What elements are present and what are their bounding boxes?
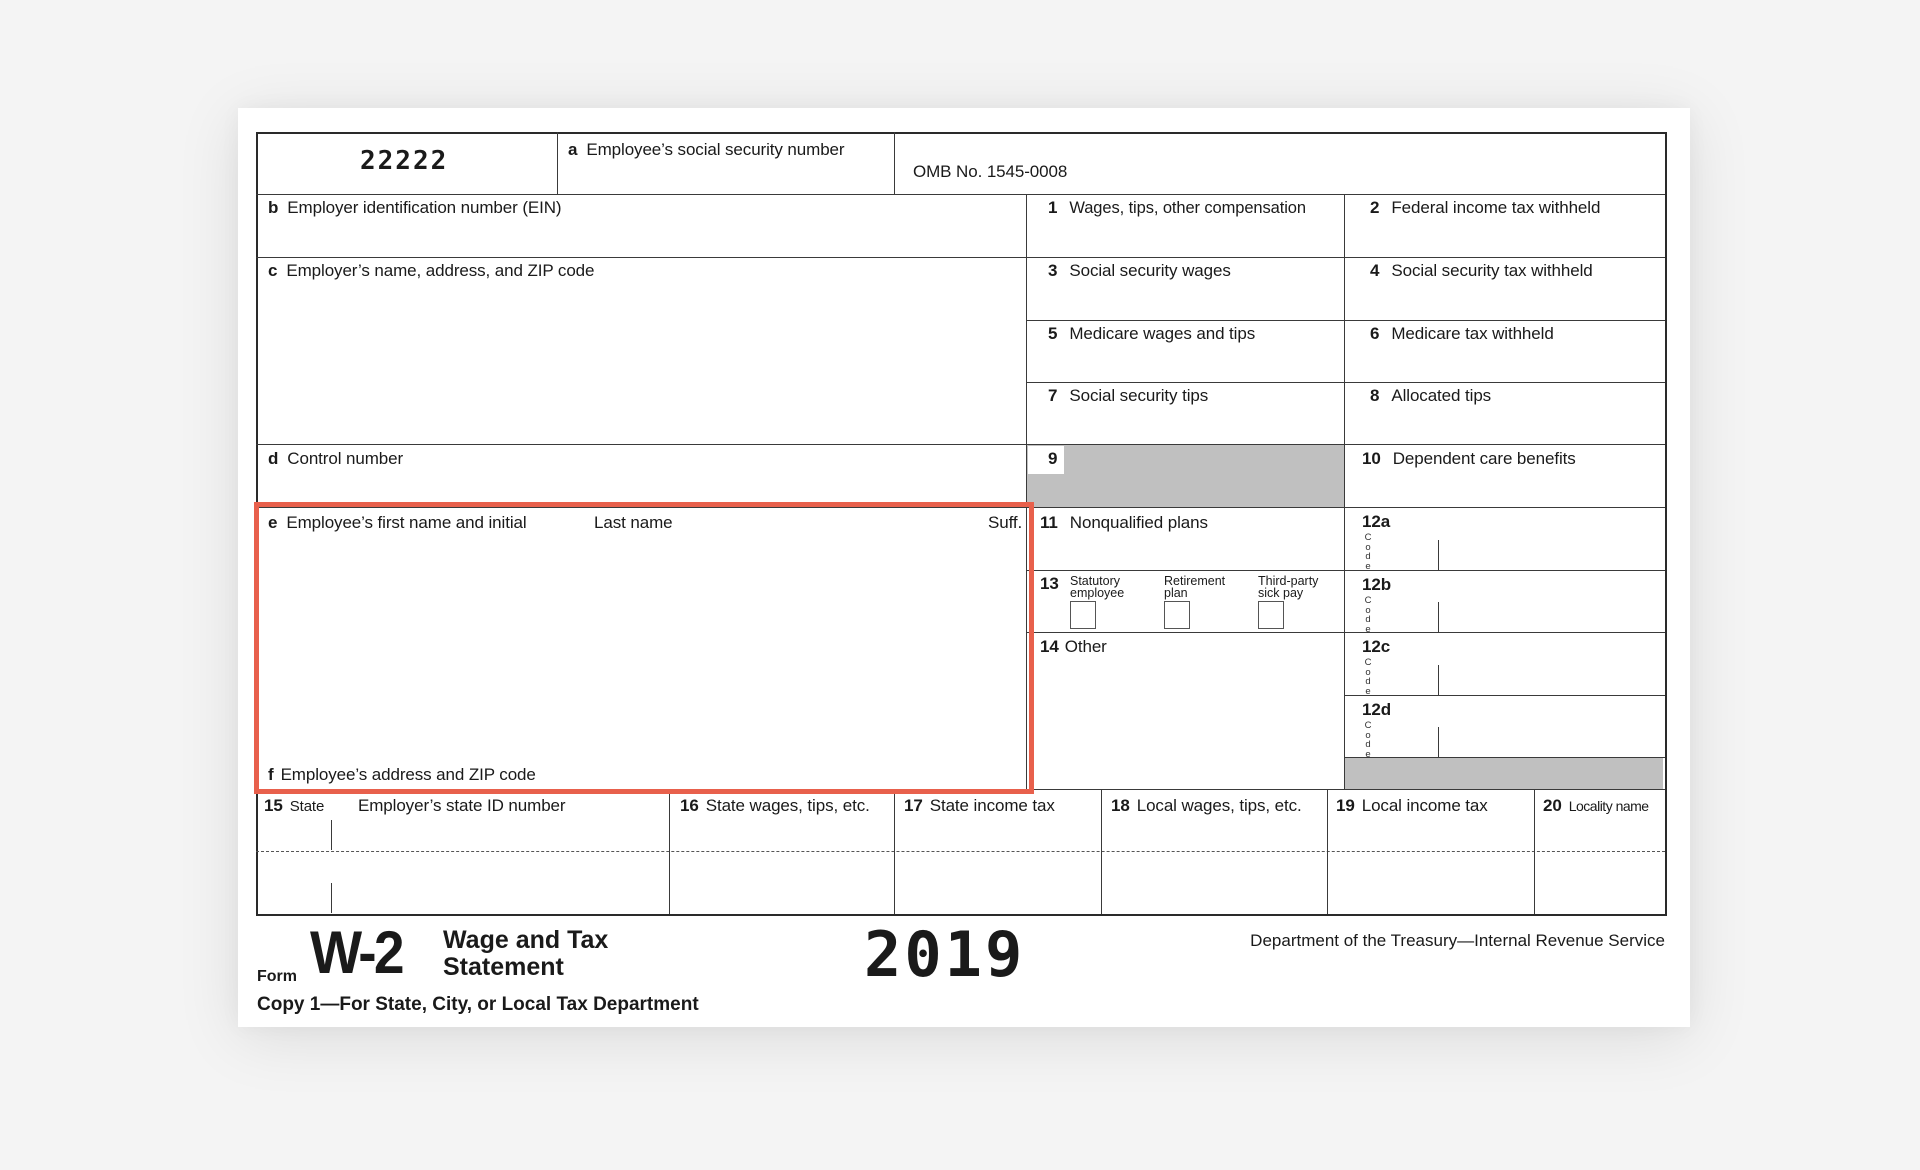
box-letter: b (268, 198, 279, 217)
title-line-1: Wage and Tax (443, 926, 609, 954)
box-13-third-party-label (1258, 575, 1318, 599)
box-15-state-id[interactable]: Employer’s state ID number (358, 796, 566, 815)
box-14-other[interactable] (1040, 637, 1107, 657)
code-divider (1438, 540, 1439, 570)
box-6-medicare-tax[interactable] (1370, 324, 1554, 344)
box-number: 4 (1370, 261, 1380, 280)
box-10-dependent-care[interactable] (1362, 449, 1576, 469)
box-12c[interactable] (1362, 637, 1399, 657)
row-line (1026, 320, 1665, 321)
code-divider (1438, 665, 1439, 695)
form-name-w2: W-2 (310, 919, 402, 986)
state-divider (331, 820, 332, 850)
box-5-medicare-wages[interactable] (1048, 324, 1255, 344)
box-b-text: Employer identification number (EIN) (287, 198, 562, 217)
box-12d[interactable] (1362, 700, 1400, 720)
box-18-local-wages[interactable] (1111, 796, 1302, 816)
box-15-state[interactable] (264, 796, 324, 816)
col-line (1327, 789, 1328, 914)
box-number: 11 (1040, 513, 1058, 532)
box-b-ein[interactable] (268, 198, 561, 218)
box-number: 15 (264, 796, 283, 815)
box-2-federal-tax[interactable] (1370, 198, 1600, 218)
retirement-plan-checkbox[interactable] (1164, 601, 1190, 629)
box-12b[interactable] (1362, 575, 1400, 595)
box-number: 3 (1048, 261, 1058, 280)
box-10-text: Dependent care benefits (1392, 449, 1576, 468)
box-1-wages[interactable] (1048, 198, 1306, 218)
option-line: Third-party (1258, 574, 1319, 588)
copy-designation: Copy 1—For State, City, or Local Tax Department (257, 994, 699, 1015)
col-line (1101, 789, 1102, 914)
box-6-text: Medicare tax withheld (1391, 324, 1554, 343)
box-3-ss-wages[interactable] (1048, 261, 1231, 281)
box-4-ss-tax[interactable] (1370, 261, 1593, 281)
box-number: 18 (1111, 796, 1130, 815)
col-line (1534, 789, 1535, 914)
box-13-number (1040, 574, 1068, 594)
title-line-2: Statement (443, 953, 564, 981)
code-divider (1438, 602, 1439, 632)
form-title (443, 927, 608, 981)
state-divider (331, 883, 332, 913)
box-number: 8 (1370, 386, 1380, 405)
box-17-state-income-tax[interactable] (904, 796, 1055, 816)
box-7-ss-tips[interactable] (1048, 386, 1208, 406)
row-line (1026, 382, 1665, 383)
box-3-text: Social security wages (1069, 261, 1231, 280)
box-4-text: Social security tax withheld (1391, 261, 1593, 280)
box-16-text: State wages, tips, etc. (705, 796, 870, 815)
row-line (1344, 695, 1665, 696)
box-letter: c (268, 261, 278, 280)
box-e-suffix: Suff. (988, 513, 1023, 532)
col-line (669, 789, 670, 914)
box-number: 9 (1048, 449, 1058, 468)
col-line (894, 789, 895, 914)
box-13-retirement-label (1164, 575, 1225, 599)
box-11-nonqualified-plans[interactable] (1040, 513, 1208, 533)
option-line: sick pay (1258, 586, 1304, 600)
box-a-label[interactable] (568, 140, 844, 160)
box-18-text: Local wages, tips, etc. (1136, 796, 1302, 815)
row-line (256, 194, 1665, 195)
code-divider (1438, 727, 1439, 757)
box-19-text: Local income tax (1361, 796, 1488, 815)
option-line: employee (1070, 586, 1125, 600)
tax-year: 2019 (864, 918, 1026, 991)
box-d-text: Control number (287, 449, 404, 468)
box-number: 16 (680, 796, 699, 815)
omb-number: OMB No. 1545-0008 (913, 162, 1068, 181)
option-line: Retirement (1164, 574, 1226, 588)
third-party-sick-pay-checkbox[interactable] (1258, 601, 1284, 629)
box-number: 1 (1048, 198, 1058, 217)
box-a-text: Employee’s social security number (586, 140, 845, 159)
box-f-text: Employee’s address and ZIP code (280, 765, 536, 784)
box-15-text: State (289, 798, 325, 815)
box-1-text: Wages, tips, other compensation (1069, 199, 1306, 217)
box-letter: a (568, 140, 578, 159)
box-12a[interactable] (1362, 512, 1399, 532)
box-c-text: Employer’s name, address, and ZIP code (286, 261, 595, 280)
row-line (1026, 570, 1665, 571)
box-number: 12d (1362, 700, 1391, 719)
col-line (894, 132, 895, 194)
code-label: C o d e (1364, 532, 1372, 572)
code-label: C o d e (1364, 595, 1372, 635)
box-19-local-income-tax[interactable] (1336, 796, 1488, 816)
highlight-box-employee-name-address (254, 502, 1034, 794)
box-17-text: State income tax (929, 796, 1055, 815)
box-e-text: Employee’s first name and initial (286, 513, 527, 532)
code-label: C o d e (1364, 720, 1372, 760)
box-number: 10 (1362, 449, 1381, 468)
row-line (256, 444, 1665, 445)
box-letter: e (268, 513, 278, 532)
box-number: 14 (1040, 637, 1059, 656)
box-5-text: Medicare wages and tips (1069, 324, 1256, 343)
box-16-state-wages[interactable] (680, 796, 870, 816)
box-number: 12c (1362, 637, 1391, 656)
box-number: 13 (1040, 574, 1059, 593)
box-14-text: Other (1064, 637, 1107, 656)
option-line: Statutory (1070, 574, 1121, 588)
box-d-control-number[interactable] (268, 449, 403, 469)
box-letter: f (268, 765, 274, 784)
box-number: 12a (1362, 512, 1391, 531)
box-number: 7 (1048, 386, 1058, 405)
box-c-employer-address[interactable] (268, 261, 594, 281)
box-11-text: Nonqualified plans (1069, 513, 1208, 532)
box-8-allocated-tips[interactable] (1370, 386, 1491, 406)
box-number: 6 (1370, 324, 1380, 343)
box-e-last-name: Last name (594, 513, 673, 532)
box-number: 5 (1048, 324, 1058, 343)
box-2-text: Federal income tax withheld (1391, 198, 1601, 217)
box-number: 20 (1543, 796, 1562, 815)
statutory-employee-checkbox[interactable] (1070, 601, 1096, 629)
dashed-divider (256, 851, 1665, 852)
box-number: 2 (1370, 198, 1380, 217)
box-7-text: Social security tips (1069, 386, 1209, 405)
row-line (256, 257, 1665, 258)
box-number: 19 (1336, 796, 1355, 815)
box-number: 12b (1362, 575, 1391, 594)
form-word: Form (257, 968, 297, 985)
box-13-statutory-label (1070, 575, 1124, 599)
row-line (1026, 632, 1665, 633)
row-line (1344, 757, 1665, 758)
box-9 (1048, 449, 1066, 469)
control-code-22222: 22222 (360, 146, 449, 176)
option-line: plan (1164, 586, 1188, 600)
department-text: Department of the Treasury—Internal Revenue Service (1250, 931, 1665, 950)
box-20-text: Locality name (1568, 798, 1649, 814)
box-8-text: Allocated tips (1391, 386, 1492, 405)
box-20-locality-name[interactable] (1543, 796, 1649, 816)
box-number: 17 (904, 796, 923, 815)
code-label: C o d e (1364, 657, 1372, 697)
col-line (1344, 194, 1345, 789)
box-letter: d (268, 449, 279, 468)
col-line (557, 132, 558, 194)
